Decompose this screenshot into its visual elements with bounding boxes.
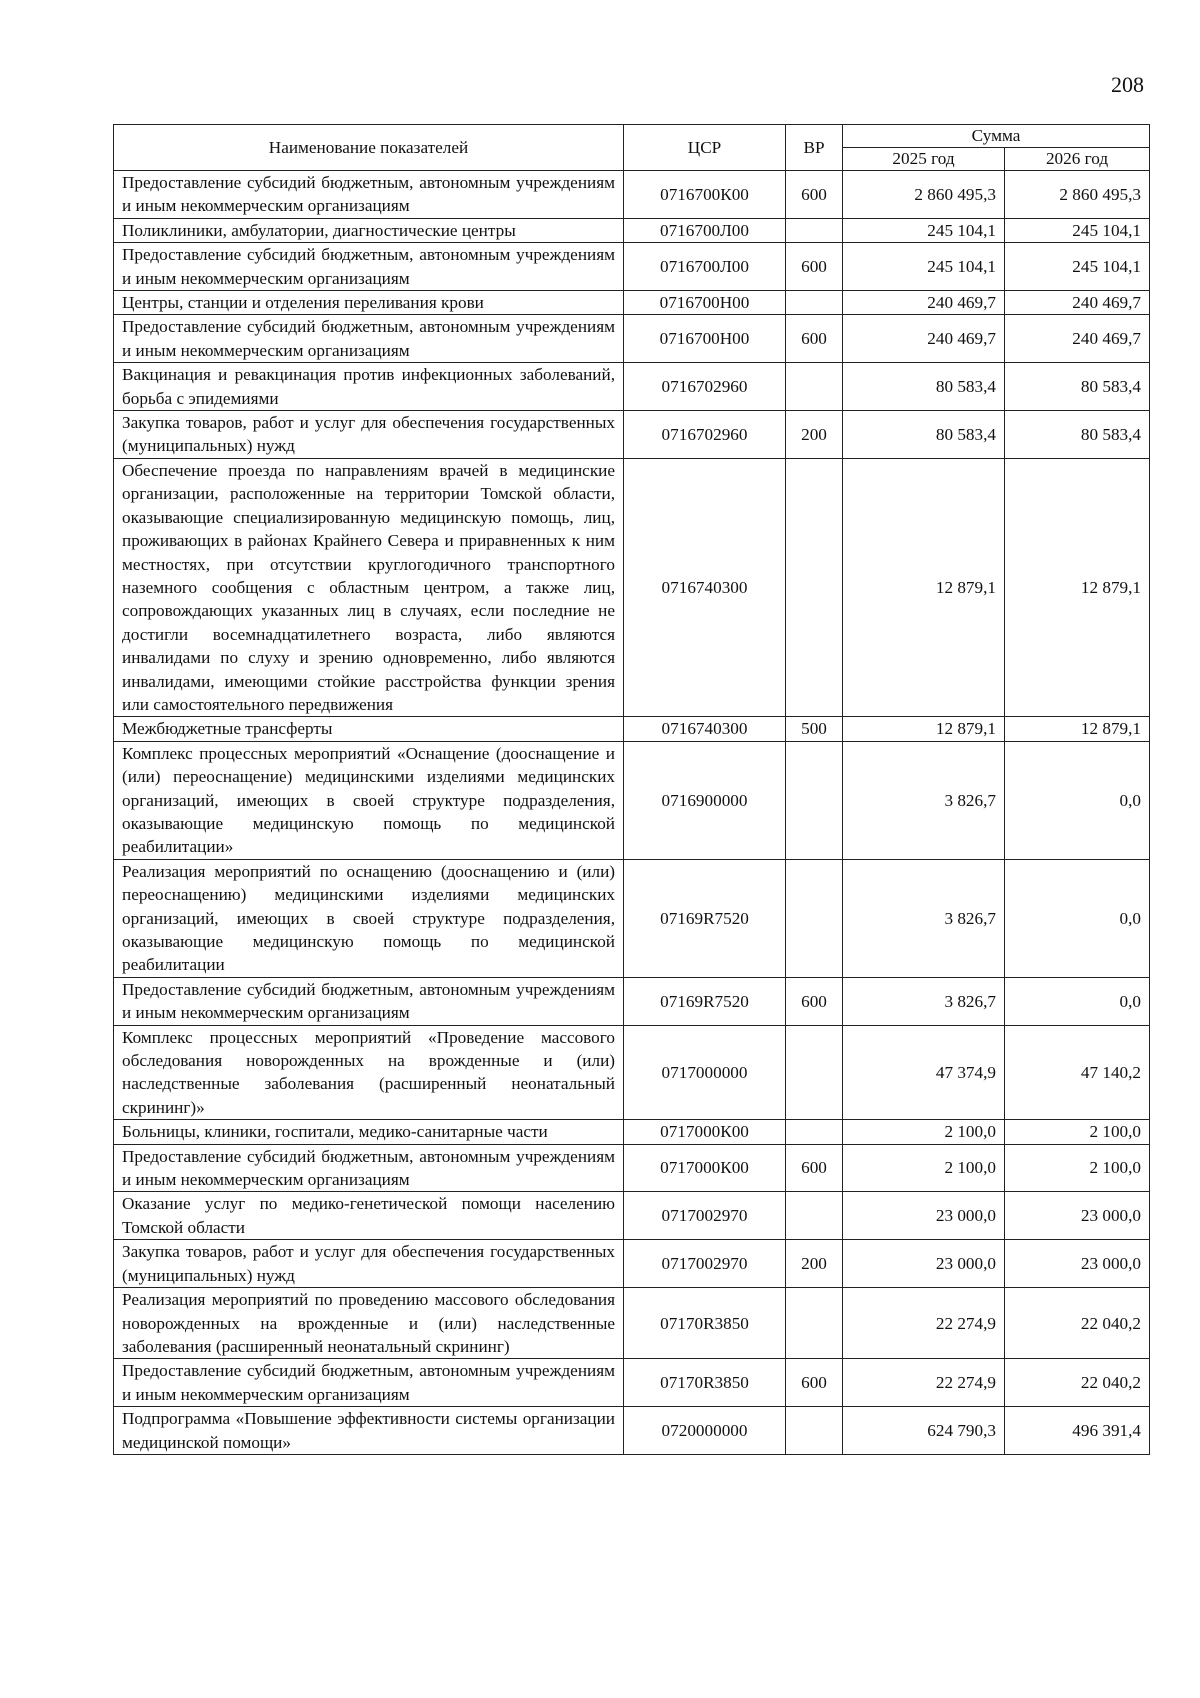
table-row (114, 1192, 1150, 1240)
row-name: Предоставление субсидий бюджетным, автономным учреждениям и иным некоммерческим организациям (114, 171, 624, 219)
row-sum-2026: 47 140,2 (1005, 1025, 1150, 1120)
row-sum-2026: 245 104,1 (1005, 218, 1150, 242)
row-sum-2025: 2 100,0 (843, 1144, 1005, 1192)
row-sum-2025: 3 826,7 (843, 741, 1005, 859)
row-name: Закупка товаров, работ и услуг для обеспечения государственных (муниципальных) нужд (114, 1240, 624, 1288)
row-sum-2026: 2 860 495,3 (1005, 171, 1150, 219)
row-sum-2025: 12 879,1 (843, 717, 1005, 741)
row-csr: 07170R3850 (624, 1288, 786, 1359)
row-sum-2026: 80 583,4 (1005, 411, 1150, 459)
row-vr: 200 (786, 411, 843, 459)
row-vr: 600 (786, 1359, 843, 1407)
row-sum-2025: 22 274,9 (843, 1359, 1005, 1407)
table-row (114, 363, 1150, 411)
row-vr (786, 1025, 843, 1120)
row-vr: 600 (786, 243, 843, 291)
table-row (114, 741, 1150, 859)
row-name: Предоставление субсидий бюджетным, автономным учреждениям и иным некоммерческим организациям (114, 243, 624, 291)
row-name: Подпрограмма «Повышение эффективности системы организации медицинской помощи» (114, 1407, 624, 1455)
row-sum-2025: 12 879,1 (843, 458, 1005, 716)
row-csr: 0716702960 (624, 411, 786, 459)
row-vr: 600 (786, 977, 843, 1025)
table-row (114, 1288, 1150, 1359)
row-name: Реализация мероприятий по проведению массового обследования новорожденных на врожденные и (или) наследственные заболевания (расширенный неонатальный скрининг) (114, 1288, 624, 1359)
row-sum-2026: 240 469,7 (1005, 291, 1150, 315)
table-row (114, 859, 1150, 977)
row-vr (786, 1407, 843, 1455)
row-sum-2026: 0,0 (1005, 859, 1150, 977)
table-row (114, 315, 1150, 363)
table-row (114, 458, 1150, 716)
row-csr: 0717000000 (624, 1025, 786, 1120)
row-name: Предоставление субсидий бюджетным, автономным учреждениям и иным некоммерческим организациям (114, 977, 624, 1025)
header-vr: ВР (786, 125, 843, 171)
row-sum-2026: 23 000,0 (1005, 1192, 1150, 1240)
table-row (114, 291, 1150, 315)
table-row (114, 218, 1150, 242)
row-sum-2025: 80 583,4 (843, 363, 1005, 411)
row-sum-2025: 2 100,0 (843, 1120, 1005, 1144)
row-sum-2025: 240 469,7 (843, 291, 1005, 315)
header-year-2026: 2026 год (1005, 148, 1150, 171)
row-sum-2026: 12 879,1 (1005, 717, 1150, 741)
row-vr (786, 1120, 843, 1144)
row-sum-2026: 22 040,2 (1005, 1359, 1150, 1407)
row-sum-2026: 22 040,2 (1005, 1288, 1150, 1359)
row-csr: 07169R7520 (624, 859, 786, 977)
row-vr: 200 (786, 1240, 843, 1288)
row-vr (786, 741, 843, 859)
row-sum-2026: 2 100,0 (1005, 1144, 1150, 1192)
row-sum-2026: 0,0 (1005, 977, 1150, 1025)
row-sum-2025: 3 826,7 (843, 977, 1005, 1025)
row-name: Предоставление субсидий бюджетным, автономным учреждениям и иным некоммерческим организациям (114, 1144, 624, 1192)
row-sum-2025: 240 469,7 (843, 315, 1005, 363)
row-sum-2026: 80 583,4 (1005, 363, 1150, 411)
row-name: Комплекс процессных мероприятий «Проведение массового обследования новорожденных на врожденные и (или) наследственные заболевания (расширенный неонатальный скрининг)» (114, 1025, 624, 1120)
table-row (114, 243, 1150, 291)
table-row (114, 411, 1150, 459)
row-vr (786, 859, 843, 977)
row-name: Комплекс процессных мероприятий «Оснащение (дооснащение и (или) переоснащение) медицинскими изделиями медицинских организаций, имеющих в своей структуре подразделения, оказывающие медицинскую помощь по медицинской реабилитации» (114, 741, 624, 859)
row-sum-2025: 23 000,0 (843, 1192, 1005, 1240)
row-name: Поликлиники, амбулатории, диагностические центры (114, 218, 624, 242)
row-csr: 07169R7520 (624, 977, 786, 1025)
budget-table (113, 124, 1150, 1455)
row-name: Предоставление субсидий бюджетным, автономным учреждениям и иным некоммерческим организациям (114, 1359, 624, 1407)
row-csr: 0717002970 (624, 1192, 786, 1240)
row-vr (786, 1192, 843, 1240)
table-row (114, 1240, 1150, 1288)
row-vr: 600 (786, 315, 843, 363)
row-name: Центры, станции и отделения переливания крови (114, 291, 624, 315)
row-csr: 0716702960 (624, 363, 786, 411)
row-csr: 0717000К00 (624, 1120, 786, 1144)
header-csr: ЦСР (624, 125, 786, 171)
row-vr (786, 363, 843, 411)
row-sum-2025: 80 583,4 (843, 411, 1005, 459)
row-csr: 0716700Л00 (624, 218, 786, 242)
row-csr: 0716740300 (624, 458, 786, 716)
row-csr: 0717000К00 (624, 1144, 786, 1192)
row-csr: 0716700Н00 (624, 291, 786, 315)
row-vr (786, 458, 843, 716)
row-sum-2025: 2 860 495,3 (843, 171, 1005, 219)
row-csr: 0716740300 (624, 717, 786, 741)
row-csr: 0716700Л00 (624, 243, 786, 291)
row-name: Больницы, клиники, госпитали, медико-санитарные части (114, 1120, 624, 1144)
row-vr (786, 218, 843, 242)
table-row (114, 1144, 1150, 1192)
row-name: Оказание услуг по медико-генетической помощи населению Томской области (114, 1192, 624, 1240)
row-sum-2026: 0,0 (1005, 741, 1150, 859)
row-name: Закупка товаров, работ и услуг для обеспечения государственных (муниципальных) нужд (114, 411, 624, 459)
table-row (114, 1120, 1150, 1144)
row-sum-2025: 47 374,9 (843, 1025, 1005, 1120)
row-csr: 0717002970 (624, 1240, 786, 1288)
row-sum-2025: 245 104,1 (843, 243, 1005, 291)
table-row (114, 1407, 1150, 1455)
row-csr: 0716900000 (624, 741, 786, 859)
header-name: Наименование показателей (114, 125, 624, 171)
row-vr: 600 (786, 1144, 843, 1192)
row-csr: 0720000000 (624, 1407, 786, 1455)
row-vr (786, 291, 843, 315)
row-sum-2026: 12 879,1 (1005, 458, 1150, 716)
row-sum-2026: 496 391,4 (1005, 1407, 1150, 1455)
table-row (114, 977, 1150, 1025)
row-sum-2025: 3 826,7 (843, 859, 1005, 977)
row-sum-2026: 23 000,0 (1005, 1240, 1150, 1288)
row-vr (786, 1288, 843, 1359)
row-name: Обеспечение проезда по направлениям врачей в медицинские организации, расположенные на территории Томской области, оказывающие специализированную медицинскую помощь, лиц, проживающих в районах Крайнего Севера и приравненных к ним местностях, при отсутствии круглогодичного транспортного наземного сообщения с областным центром, а также лиц, сопровождающих указанных лиц в случаях, если последние не достигли восемнадцатилетнего возраста, либо являются инвалидами по слуху и зрению одновременно, либо являются инвалидами, имеющими стойкие расстройства функции зрения или самостоятельного передвижения (114, 458, 624, 716)
table-row (114, 1359, 1150, 1407)
table-row (114, 1025, 1150, 1120)
header-row (114, 125, 1150, 148)
table-row (114, 717, 1150, 741)
row-name: Реализация мероприятий по оснащению (дооснащению и (или) переоснащению) медицинскими изделиями медицинских организаций, имеющих в своей структуре подразделения, оказывающие медицинскую помощь по медицинской реабилитации (114, 859, 624, 977)
row-sum-2025: 624 790,3 (843, 1407, 1005, 1455)
header-sum: Сумма (843, 125, 1150, 148)
page-number: 208 (1111, 72, 1144, 97)
row-csr: 07170R3850 (624, 1359, 786, 1407)
row-csr: 0716700Н00 (624, 315, 786, 363)
row-name: Межбюджетные трансферты (114, 717, 624, 741)
row-sum-2026: 245 104,1 (1005, 243, 1150, 291)
row-sum-2025: 22 274,9 (843, 1288, 1005, 1359)
row-name: Предоставление субсидий бюджетным, автономным учреждениям и иным некоммерческим организациям (114, 315, 624, 363)
row-name: Вакцинация и ревакцинация против инфекционных заболеваний, борьба с эпидемиями (114, 363, 624, 411)
row-vr: 500 (786, 717, 843, 741)
row-vr: 600 (786, 171, 843, 219)
table-row (114, 171, 1150, 219)
header-year-2025: 2025 год (843, 148, 1005, 171)
row-csr: 0716700К00 (624, 171, 786, 219)
row-sum-2025: 23 000,0 (843, 1240, 1005, 1288)
row-sum-2026: 2 100,0 (1005, 1120, 1150, 1144)
row-sum-2026: 240 469,7 (1005, 315, 1150, 363)
row-sum-2025: 245 104,1 (843, 218, 1005, 242)
